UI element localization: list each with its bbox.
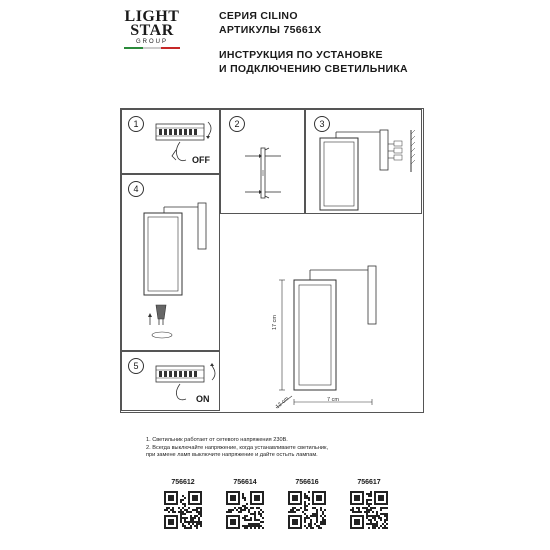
step-2-panel	[220, 109, 305, 214]
off-label: OFF	[192, 155, 210, 165]
depth-dimension-label: 12 cm	[274, 395, 291, 411]
on-label: ON	[196, 394, 210, 404]
note-line: 1. Светильник работает от сетевого напряжения 230В.	[146, 437, 288, 443]
brand-logo	[121, 10, 183, 49]
instruction-title-line-2: И ПОДКЛЮЧЕНИЮ СВЕТИЛЬНИКА	[219, 63, 408, 75]
step-number: 5	[128, 358, 144, 374]
wiring-illustration	[306, 110, 421, 213]
step-number: 4	[128, 181, 144, 197]
step-3-panel	[305, 109, 422, 214]
step-number: 3	[314, 116, 330, 132]
step-number: 2	[229, 116, 245, 132]
article-codes	[163, 479, 403, 544]
note-line: 2. Всегда выключайте напряжение, когда устанавливаете светильник,	[146, 444, 329, 451]
article-code: 756617	[357, 479, 381, 486]
mounting-plate-illustration	[221, 110, 304, 213]
qr-code-icon	[288, 491, 326, 529]
qr-code-icon	[350, 491, 388, 529]
step-5-panel	[121, 351, 220, 411]
height-dimension-label: 17 cm	[272, 315, 278, 330]
step-1-panel	[121, 109, 220, 174]
qr-code-icon	[226, 491, 264, 529]
article-code: 756612	[171, 479, 195, 486]
step-number: 1	[128, 116, 144, 132]
article-code-item	[225, 479, 265, 529]
fixture-assembly-illustration	[122, 175, 219, 350]
article-code: 756614	[233, 479, 257, 486]
step-4-panel	[121, 174, 220, 351]
article-code-item	[287, 479, 327, 529]
article-code-item	[349, 479, 389, 529]
article-code-item	[163, 479, 203, 529]
article-code: 756616	[295, 479, 319, 486]
article-numbers: АРТИКУЛЫ 75661X	[219, 24, 322, 36]
instruction-title-line-1: ИНСТРУКЦИЯ ПО УСТАНОВКЕ	[219, 49, 383, 61]
qr-code-icon	[164, 491, 202, 529]
logo-star: STAR	[130, 22, 174, 39]
document-header	[219, 9, 519, 76]
width-dimension-label: 7 cm	[327, 397, 339, 403]
note-line: при замене ламп выключите напряжение и дайте остыть лампам.	[146, 452, 318, 459]
logo-flag-stripe	[124, 47, 180, 49]
series-name: СЕРИЯ CILINO	[219, 10, 298, 22]
logo-light: LIGHT	[124, 8, 180, 25]
logo-group: GROUP	[135, 39, 168, 45]
safety-notes	[146, 437, 446, 460]
dimension-drawing	[262, 250, 412, 420]
